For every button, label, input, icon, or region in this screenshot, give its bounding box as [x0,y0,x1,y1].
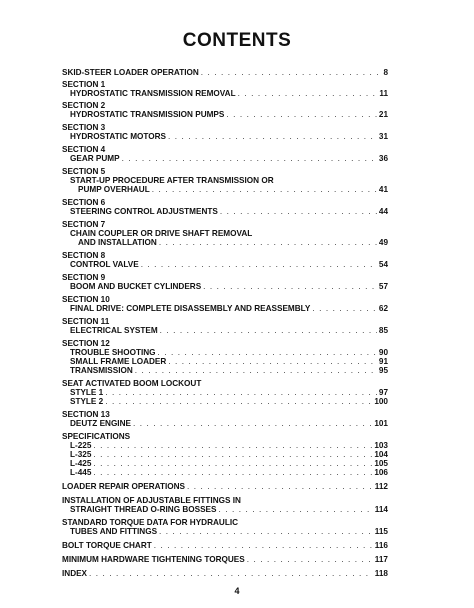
toc-entry [62,68,388,78]
toc-entry [62,89,388,99]
toc-entry-page: 95 [378,366,388,375]
toc-entry-title: SECTION 10 [62,295,110,304]
toc-leader-dots [238,89,378,99]
toc-entry-title: DEUTZ ENGINE [70,419,131,428]
toc-leader-dots [247,555,373,565]
toc-entry-title: GEAR PUMP [70,154,120,163]
toc-entry-title: SEAT ACTIVATED BOOM LOCKOUT [62,379,202,388]
toc-entry-page: 31 [378,132,388,141]
toc-entry [62,419,388,429]
toc-entry-page: 41 [378,185,388,194]
toc-entry-page: 104 [374,450,388,459]
toc-leader-dots [93,468,372,478]
toc-entry-page: 44 [378,207,388,216]
toc-leader-dots [168,132,377,142]
toc-leader-dots [218,505,372,515]
toc-leader-dots [141,260,377,270]
toc-entry-page: 100 [374,397,388,406]
toc-entry-page: 54 [378,260,388,269]
toc-entry-title: SECTION 1 [62,80,106,89]
toc-leader-dots [203,282,377,292]
toc-entry-title: STYLE 2 [70,397,104,406]
toc-entry-page: 8 [383,68,388,77]
toc-entry-title: SECTION 3 [62,123,106,132]
toc-entry [62,110,388,120]
toc-entry-title: SECTION 12 [62,339,110,348]
toc-entry [62,569,388,579]
toc-entry [62,304,388,314]
toc-leader-dots [133,419,372,429]
toc-entry-title: SMALL FRAME LOADER [70,357,167,366]
toc-entry-page: 116 [374,541,388,550]
toc-entry-title: SECTION 2 [62,101,106,110]
toc-leader-dots [226,110,377,120]
toc-entry-page: 21 [378,110,388,119]
toc-leader-dots [154,541,373,551]
toc-leader-dots [152,185,377,195]
toc-entry-page: 114 [374,505,388,514]
toc-leader-dots [159,238,377,248]
toc-entry-page: 117 [374,555,388,564]
toc-leader-dots [312,304,377,314]
toc-entry-title: SECTION 11 [62,317,110,326]
toc-entry-title: HYDROSTATIC MOTORS [70,132,166,141]
toc-entry-title: MINIMUM HARDWARE TIGHTENING TORQUES [62,555,245,564]
toc-entry-page: 85 [378,326,388,335]
toc-entry [62,238,388,248]
toc-entry-page: 49 [378,238,388,247]
page-title: CONTENTS [182,30,292,51]
toc-leader-dots [160,326,377,336]
toc-leader-dots [122,154,377,164]
toc-entry-title: L-445 [70,468,92,477]
toc-entry-page: 112 [374,482,388,491]
toc-entry-title: TUBES AND FITTINGS [70,527,158,536]
toc-entry [62,541,388,551]
toc-entry [62,555,388,565]
toc-entry-title: SECTION 7 [62,220,106,229]
toc-entry-page: 105 [374,459,388,468]
toc-entry-title: SECTION 4 [62,145,106,154]
toc-entry-title: STYLE 1 [70,388,104,397]
toc-entry-title: ELECTRICAL SYSTEM [70,326,158,335]
toc-entry-page: 62 [378,304,388,313]
toc-entry [62,527,388,537]
toc-leader-dots [89,569,373,579]
toc-entry-title: L-325 [70,450,92,459]
toc-entry-title: HYDROSTATIC TRANSMISSION REMOVAL [70,89,236,98]
toc-entry-title: L-225 [70,441,92,450]
toc-entry-title: CONTROL VALVE [70,260,139,269]
toc-entry [62,326,388,336]
toc-entry-title: INDEX [62,569,88,578]
toc-entry-page: 57 [378,282,388,291]
toc-leader-dots [201,68,382,78]
toc-entry-page: 103 [374,441,388,450]
toc-entry [62,207,388,217]
toc-entry-title: SPECIFICATIONS [62,432,131,441]
toc-entry-title: SECTION 13 [62,410,110,419]
toc-entry-title: STEERING CONTROL ADJUSTMENTS [70,207,218,216]
toc-entry-title: CHAIN COUPLER OR DRIVE SHAFT REMOVAL [70,229,253,238]
toc-entry-title: FINAL DRIVE: COMPLETE DISASSEMBLY AND REASSEMBLY [70,304,311,313]
toc-entry-title: STANDARD TORQUE DATA FOR HYDRAULIC [62,518,239,527]
toc-leader-dots [220,207,377,217]
toc-entry-page: 91 [378,357,388,366]
toc-entry-page: 97 [378,388,388,397]
toc-entry-title: HYDROSTATIC TRANSMISSION PUMPS [70,110,225,119]
toc-entry-page: 11 [379,89,388,98]
toc-entry-page: 36 [378,154,388,163]
toc-entry-title: TRANSMISSION [70,366,133,375]
toc-leader-dots [187,482,373,492]
toc-entry-title: AND INSTALLATION [78,238,157,247]
toc-entry-title: BOOM AND BUCKET CYLINDERS [70,282,202,291]
toc-entry-title: STRAIGHT THREAD O-RING BOSSES [70,505,217,514]
toc-entry [62,185,388,195]
toc-entry-title: SECTION 6 [62,198,106,207]
toc-entry-page: 106 [374,468,388,477]
toc-entry [62,132,388,142]
toc-leader-dots [105,397,372,407]
toc-entry-page: 115 [374,527,388,536]
toc-entry-title: START-UP PROCEDURE AFTER TRANSMISSION OR [70,176,274,185]
toc-entry-title: SKID-STEER LOADER OPERATION [62,68,199,77]
toc-entry-title: PUMP OVERHAUL [78,185,150,194]
toc-entry-title: SECTION 8 [62,251,106,260]
toc-entry-page: 118 [374,569,388,578]
toc-leader-dots [135,366,377,376]
toc-entry-title: L-425 [70,459,92,468]
toc-entry [62,482,388,492]
toc-entry [62,468,388,478]
toc-entry-title: SECTION 5 [62,167,106,176]
toc-entry-page: 90 [378,348,388,357]
toc-entry [62,505,388,515]
toc-entry [62,282,388,292]
toc-entry-title: TROUBLE SHOOTING [70,348,156,357]
toc-entry [62,154,388,164]
page-number: 4 [234,586,240,596]
toc-entry-title: BOLT TORQUE CHART [62,541,152,550]
toc-entry [62,260,388,270]
toc-entry-page: 101 [374,419,388,428]
toc-entry-title: LOADER REPAIR OPERATIONS [62,482,185,491]
toc-entry [62,366,388,376]
toc-leader-dots [159,527,373,537]
toc-entry-title: INSTALLATION OF ADJUSTABLE FITTINGS IN [62,496,241,505]
toc-entry [62,397,388,407]
toc-entry-title: SECTION 9 [62,273,106,282]
